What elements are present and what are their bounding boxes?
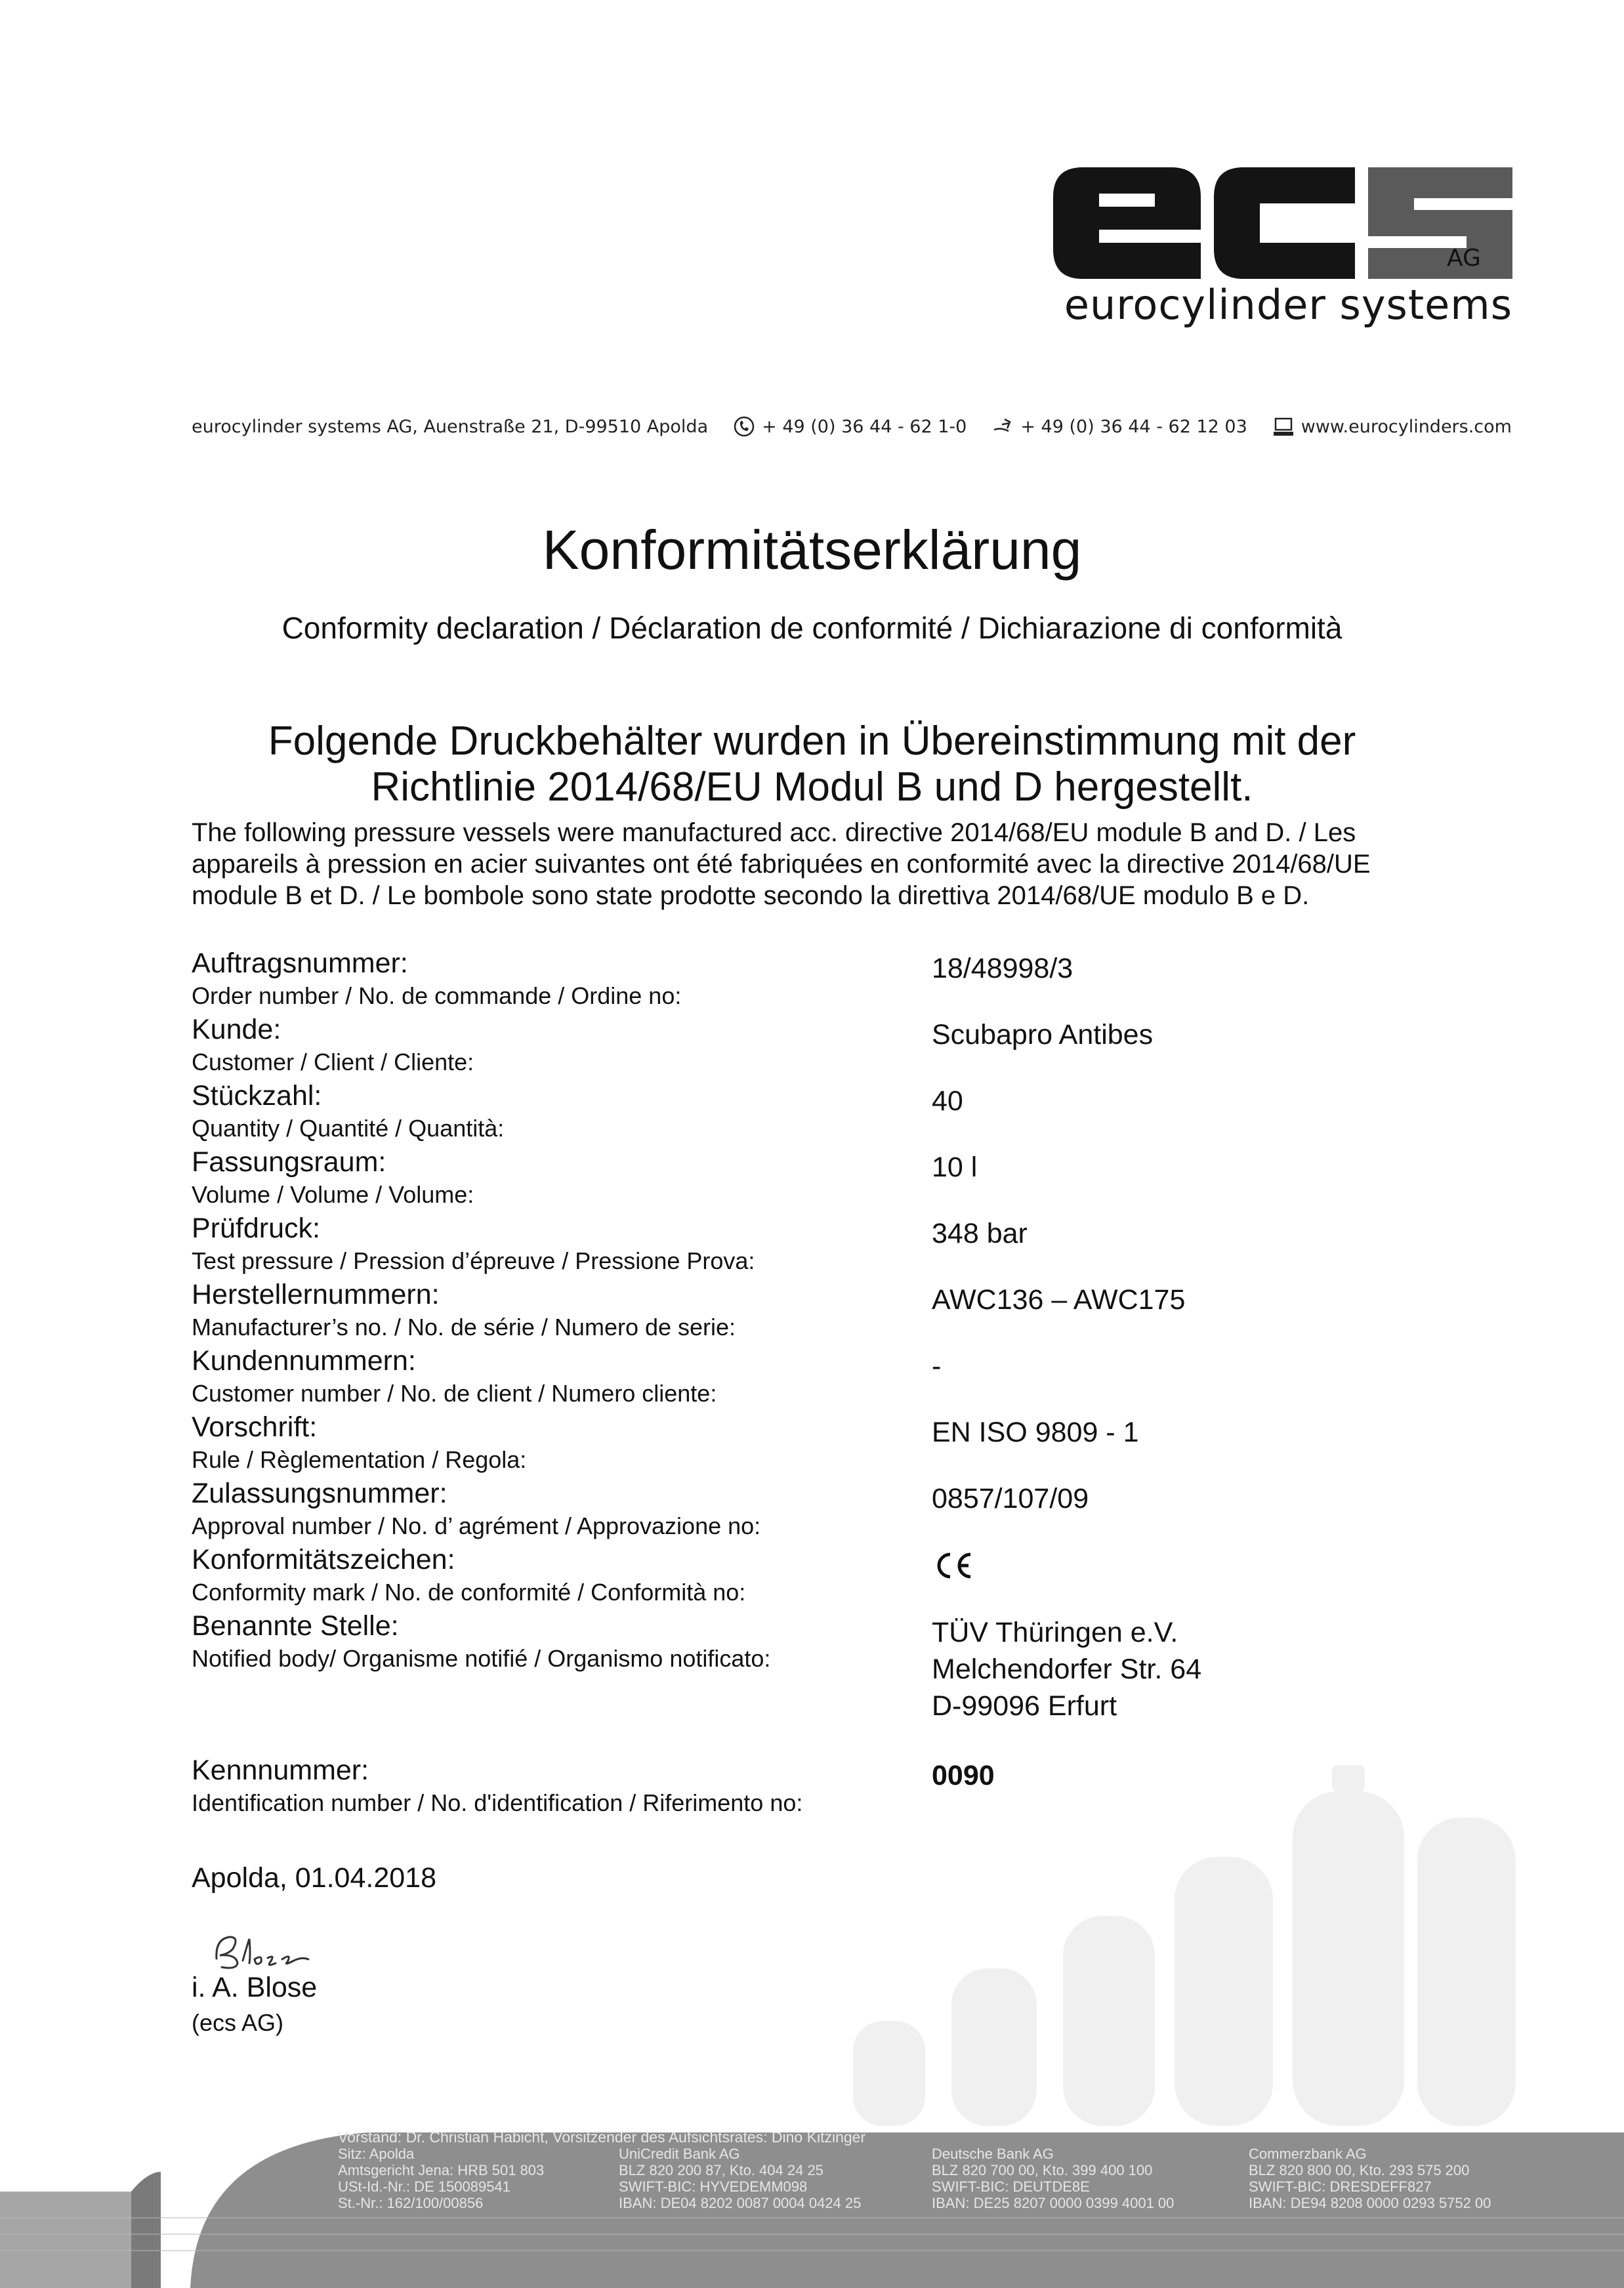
fax-group (991, 415, 1247, 438)
footer-line: Deutsche Bank AG (932, 2146, 1054, 2162)
intro-german-line-2: Richtlinie 2014/68/EU Modul B und D hergestellt. (371, 764, 1253, 810)
field-label: Kunde: (192, 1014, 281, 1045)
footer-line: SWIFT-BIC: DRESDEFF827 (1249, 2178, 1432, 2195)
fax-icon (991, 415, 1014, 438)
field-translation: Approval number / No. d’ agrément / Approvazione no: (192, 1512, 761, 1539)
field-translation: Order number / No. de commande / Ordine no: (192, 982, 682, 1009)
footer-line: IBAN: DE94 8208 0000 0293 5752 00 (1249, 2195, 1491, 2211)
declaration-fields (192, 946, 1504, 1825)
company-address: eurocylinder systems AG, Auenstraße 21, D-99510 Apolda (192, 416, 709, 437)
field-value: 0090 (932, 1760, 995, 1791)
field-value: AWC136 – AWC175 (932, 1284, 1186, 1316)
field-customer-numbers (192, 1344, 1504, 1410)
website-group (1272, 415, 1512, 438)
footer-line: SWIFT-BIC: HYVEDEMM098 (619, 2178, 808, 2195)
phone-icon (733, 415, 755, 438)
field-translation: Volume / Volume / Volume: (192, 1181, 474, 1208)
field-manufacturer-numbers (192, 1278, 1504, 1344)
field-value: Scubapro Antibes (932, 1019, 1154, 1050)
field-label: Auftragsnummer: (192, 947, 408, 979)
field-label: Fassungsraum: (192, 1146, 386, 1178)
logo-tagline: eurocylinder systems (1064, 281, 1512, 329)
field-value: 0857/107/09 (932, 1483, 1089, 1514)
footer-deutsche-bank-column (932, 2146, 1174, 2211)
field-customer (192, 1012, 1504, 1079)
field-label: Benannte Stelle: (192, 1610, 399, 1642)
intro-translation-line-3: module B et D. / Le bombole sono state prodotte secondo la direttiva 2014/68/UE modulo B e D. (192, 881, 1310, 910)
field-value: 348 bar (932, 1218, 1028, 1249)
field-order-number (192, 946, 1504, 1012)
field-translation: Customer / Client / Cliente: (192, 1049, 474, 1075)
footer-line: Commerzbank AG (1249, 2146, 1367, 2162)
cylinder-watermark (755, 1758, 1542, 2126)
field-translation: Manufacturer’s no. / No. de série / Numero de serie: (192, 1314, 736, 1341)
footer-company-column (338, 2146, 544, 2211)
ce-mark-icon (934, 1552, 974, 1583)
field-quantity (192, 1079, 1504, 1145)
intro-german (0, 718, 1624, 810)
footer-line: IBAN: DE25 8207 0000 0399 4001 00 (932, 2195, 1175, 2211)
field-label: Kundennummern: (192, 1345, 416, 1377)
logo-ag-suffix: AG (1447, 245, 1481, 272)
field-label: Herstellernummern: (192, 1279, 440, 1310)
computer-icon (1272, 415, 1295, 438)
field-translation: Identification number / No. d'identification / Riferimento no: (192, 1789, 803, 1816)
footer-board-info: Vorstand: Dr. Christian Habicht, Vorsitzender des Aufsichtsrates: Dino Kitzinger (338, 2129, 866, 2146)
phone-group (733, 415, 967, 438)
footer-line: UniCredit Bank AG (619, 2146, 740, 2162)
notified-body-name: TÜV Thüringen e.V. (932, 1617, 1178, 1648)
ecs-logo-mark (1053, 157, 1512, 282)
footer-line: BLZ 820 800 00, Kto. 293 575 200 (1249, 2162, 1470, 2178)
field-value: 18/48998/3 (932, 953, 1073, 984)
field-label: Zulassungsnummer: (192, 1478, 448, 1509)
field-value: EN ISO 9809 - 1 (932, 1417, 1139, 1448)
intro-german-line-1: Folgende Druckbehälter wurden in Übereinstimmung mit der (268, 718, 1356, 764)
place-and-date: Apolda, 01.04.2018 (192, 1862, 436, 1894)
handwritten-signature (210, 1929, 328, 1975)
ecs-logo (1053, 157, 1512, 335)
footer-unicredit-column (619, 2146, 861, 2211)
intro-translations (192, 817, 1491, 911)
field-value: - (932, 1350, 942, 1382)
footer-line: IBAN: DE04 8202 0087 0004 0424 25 (619, 2195, 862, 2211)
field-translation: Rule / Règlementation / Regola: (192, 1446, 527, 1473)
field-label: Prüfdruck: (192, 1213, 320, 1244)
field-translation: Conformity mark / No. de conformité / Conformità no: (192, 1579, 746, 1606)
footer-line: Sitz: Apolda (338, 2146, 415, 2162)
field-label: Vorschrift: (192, 1411, 318, 1443)
footer-line: BLZ 820 700 00, Kto. 399 400 100 (932, 2162, 1153, 2178)
footer-line: SWIFT-BIC: DEUTDE8E (932, 2178, 1090, 2195)
signer-name: i. A. Blose (192, 1972, 318, 2003)
notified-body-city: D-99096 Erfurt (932, 1690, 1117, 1722)
field-value: 10 l (932, 1152, 978, 1183)
footer-commerzbank-column (1249, 2146, 1491, 2211)
footer-line: USt-Id.-Nr.: DE 150089541 (338, 2178, 510, 2195)
phone-number: + 49 (0) 36 44 - 62 1-0 (762, 416, 967, 437)
field-volume (192, 1145, 1504, 1211)
field-notified-body (192, 1609, 1504, 1753)
field-value: 40 (932, 1085, 963, 1117)
field-conformity-mark (192, 1543, 1504, 1609)
intro-translation-line-2: appareils à pression en acier suivantes ont été fabriquées en conformité avec la directive 2014/68/UE (192, 850, 1371, 879)
footer-line: Amtsgericht Jena: HRB 501 803 (338, 2162, 545, 2178)
field-translation: Customer number / No. de client / Numero cliente: (192, 1380, 717, 1407)
field-approval-number (192, 1476, 1504, 1543)
field-rule (192, 1410, 1504, 1476)
field-translation: Quantity / Quantité / Quantità: (192, 1115, 505, 1142)
notified-body-street: Melchendorfer Str. 64 (932, 1654, 1202, 1685)
footer-line: BLZ 820 200 87, Kto. 404 24 25 (619, 2162, 823, 2178)
field-label: Kennnummer: (192, 1755, 369, 1786)
field-translation: Notified body/ Organisme notifié / Organismo notificato: (192, 1645, 771, 1672)
document-subtitle: Conformity declaration / Déclaration de conformité / Dichiarazione di conformità (281, 611, 1343, 645)
field-label: Stückzahl: (192, 1080, 322, 1112)
contact-line (192, 415, 1512, 438)
intro-translation-line-1: The following pressure vessels were manufactured acc. directive 2014/68/EU module B and D. / Les (192, 818, 1356, 847)
fax-number: + 49 (0) 36 44 - 62 12 03 (1020, 416, 1247, 437)
footer-line: St.-Nr.: 162/100/00856 (338, 2195, 484, 2211)
document-title: Konformitätserklärung (542, 519, 1082, 581)
notified-body-address (932, 1614, 1201, 1724)
field-test-pressure (192, 1211, 1504, 1278)
website-url: www.eurocylinders.com (1301, 416, 1512, 437)
signer-company: (ecs AG) (192, 2009, 284, 2036)
field-translation: Test pressure / Pression d’épreuve / Pressione Prova: (192, 1247, 755, 1274)
field-label: Konformitätszeichen: (192, 1544, 455, 1575)
